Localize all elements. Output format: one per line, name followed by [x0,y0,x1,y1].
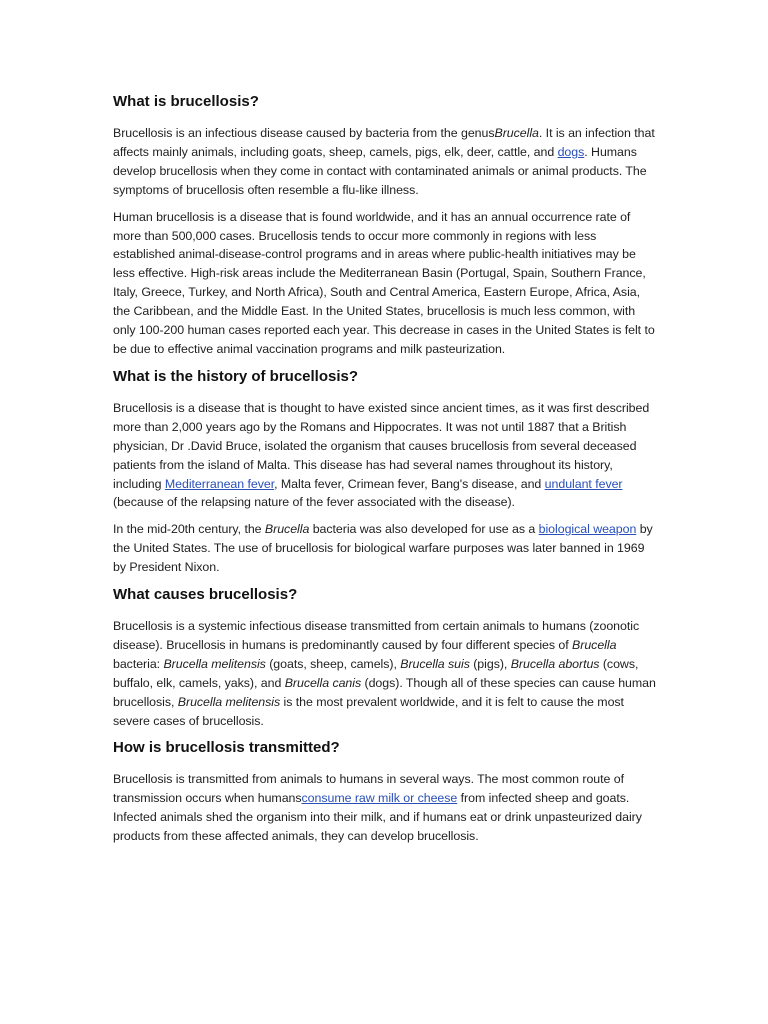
paragraph-epidemiology: Human brucellosis is a disease that is found worldwide, and it has an annual occurrence rate of more than 500,000 cases. Brucellosis tends to occur more commonly in regions with less established animal-disease-control programs and in areas where public-health initiatives may be less effective. High-risk areas include the Mediterranean Basin (Portugal, Spain, Southern France, Italy, Greece, Turkey, and North Africa), South and Central America, Eastern Europe, Africa, Asia, the Caribbean, and the Middle East. In the United States, brucellosis is much less common, with only 100-200 human cases reported each year. This decrease in cases in the United States is felt to be due to effective animal vaccination programs and milk pasteurization. [113,209,655,356]
text: In the mid-20th century, the [113,522,265,537]
heading-transmission: How is brucellosis transmitted? [113,739,340,757]
text: Brucellosis is a disease that is thought to have existed since ancient times, as it was first described more than 2,000 years ago by the Romans and Hippocrates. It was not until 1887 that a British physician, Dr .David Bruce, isolated the organism that causes brucellosis from several deceased patients from the island of Malta. This disease has had several names throughout its history, including [113,400,650,491]
text: is the most prevalent worldwide, and it is felt to cause the most severe cases of brucellosis. [113,694,624,728]
italic-species: Brucella melitensis [177,694,281,709]
text: (because of the relapsing nature of the fever associated with the disease). [113,495,515,510]
text: from infected sheep and goats. Infected animals shed the organism into their milk, and if humans eat or drink unpasteurized dairy products from these affected animals, they can develop brucellosis. [113,791,642,844]
link-biological-weapon[interactable]: biological weapon [538,522,637,537]
heading-history: What is the history of brucellosis? [113,367,359,385]
link-dogs[interactable]: dogs [557,144,585,159]
text: , Malta fever, Crimean fever, Bang's disease, and [274,476,545,491]
section-transmission [113,738,658,846]
text: (goats, sheep, camels), [265,656,401,671]
link-undulant-fever[interactable]: undulant fever [544,476,623,491]
paragraph-transmission [113,770,658,846]
italic-species: Brucella canis [284,675,362,690]
heading-what-is: What is brucellosis? [113,93,259,110]
text: (dogs). Though all of these species can cause human brucellosis, [113,675,656,709]
text: bacteria was also developed for use as a [309,522,539,537]
text: (pigs), [469,656,511,671]
heading-causes: What causes brucellosis? [113,586,298,604]
paragraph-causes [113,617,658,730]
text: Brucellosis is an infectious disease caused by bacteria from the genus [113,126,495,140]
text: Brucellosis is transmitted from animals to humans in several ways. The most common route of transmission occurs when humans [113,772,625,806]
italic-species: Brucella melitensis [163,656,266,671]
section-history [113,367,658,577]
text: . Humans develop brucellosis when they come in contact with contaminated animals or animal products. The symptoms of brucellosis often resemble a flu-like illness. [113,144,647,197]
section-causes [113,585,658,730]
italic-genus: Brucella [264,522,310,537]
text: bacteria: [113,656,164,671]
text: Brucellosis is a systemic infectious disease transmitted from certain animals to humans (zoonotic disease). Brucellosis in humans is predominantly caused by four different species of [113,619,640,652]
italic-species: Brucella [572,637,617,652]
text: by the United States. The use of brucellosis for biological warfare purposes was later banned in 1969 by President Nixon. [113,522,653,575]
paragraph-bioweapon [113,520,658,577]
italic-species: Brucella abortus [510,656,600,671]
document-page [113,92,658,854]
paragraph-history [113,399,658,512]
section-what-is [113,92,658,359]
link-consume-raw-milk[interactable]: consume raw milk or cheese [301,791,458,806]
link-mediterranean-fever[interactable]: Mediterranean fever [164,476,275,491]
text: (cows, buffalo, elk, camels, yaks), and [113,656,639,690]
italic-genus: Brucella [494,126,539,140]
text: . It is an infection that affects mainly animals, including goats, sheep, camels, pigs, elk, deer, cattle, and [113,126,655,159]
paragraph-definition [113,124,658,200]
italic-species: Brucella suis [400,656,470,671]
